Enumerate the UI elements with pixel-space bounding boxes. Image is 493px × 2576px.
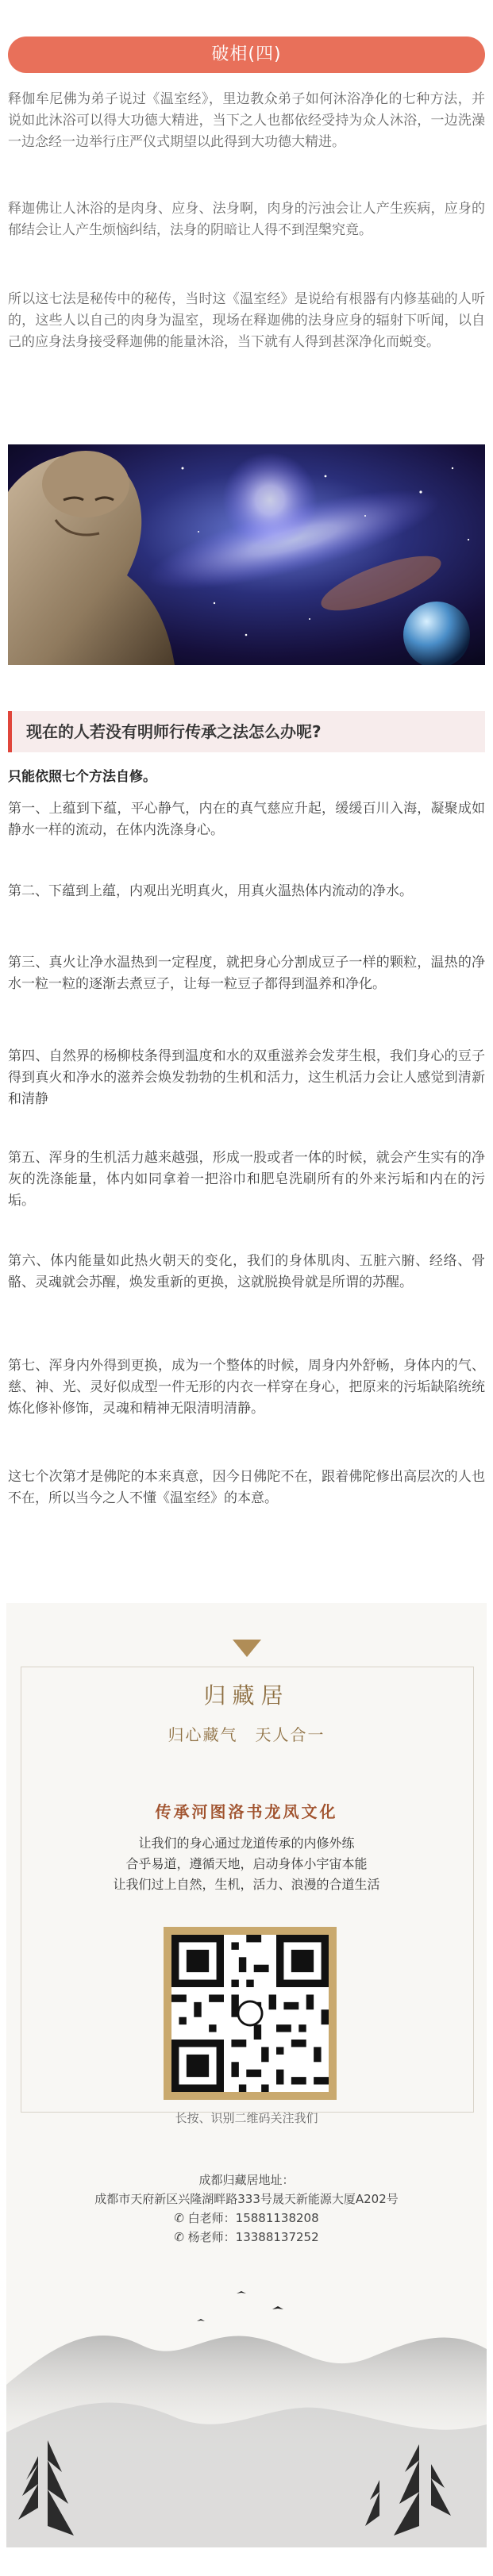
contact-phone-1[interactable]: ✆ 白老师：15881138208: [174, 2211, 319, 2225]
step-1: 第一、上蕴到下蕴，平心静气，内在的真气慈应升起，缓缓百川入海，凝聚成如静水一样的流动，在体内洗涤身心。: [8, 801, 485, 838]
closing-paragraph: 这七个次第才是佛陀的本来真意，因今日佛陀不在，跟着佛陀修出高层次的人也不在，所以当今之人不懂《温室经》的本意。: [8, 1469, 485, 1506]
step-7: 第七、浑身内外得到更换，成为一个整体的时候，周身内外舒畅，身体内的气、慈、神、光、灵好似成型一件无形的内衣一样穿在身心，把原来的污垢缺陷统统炼化修补修饰，灵魂和精神无限清明清静。: [8, 1358, 485, 1417]
step-2: 第二、下蕴到上蕴，内观出光明真火，用真火温热体内流动的净水。: [8, 883, 413, 899]
contact-info: [6, 2170, 487, 2247]
intro-paragraph-2: 释迦佛让人沐浴的是肉身、应身、法身啊，肉身的污浊会让人产生疾病，应身的郁结会让人产生烦恼纠结，法身的阴暗让人得不到涅槃究竟。: [8, 201, 485, 238]
brand-name: 归藏居: [203, 1682, 290, 1709]
promo-card: [6, 1603, 487, 2547]
qr-code[interactable]: [171, 1935, 329, 2092]
culture-title: 传承河图洛书龙凤文化: [155, 1802, 338, 1821]
page-title: 破相(四): [211, 44, 282, 64]
contact-phone-2[interactable]: ✆ 杨老师：13388137252: [174, 2230, 319, 2244]
qr-caption: 长按、识别二维码关注我们: [175, 2111, 318, 2125]
promo-line-3: 让我们过上自然，生机，活力、浪漫的合道生活: [113, 1877, 380, 1892]
brand-slogan: 归心藏气 天人合一: [168, 1725, 325, 1744]
promo-lines: [6, 1833, 487, 1895]
section-heading: 现在的人若没有明师行传承之法怎么办呢?: [26, 722, 322, 741]
page-title-banner: [8, 37, 485, 73]
section-lead: 只能依照七个方法自修。: [8, 769, 156, 785]
intro-paragraph-1: 释伽牟尼佛为弟子说过《温室经》，里边教众弟子如何沐浴净化的七种方法，并说如此沐浴可以得大功德大精进，当下之人也都依经受持为众人沐浴，一边洗澡一边念经一边举行庄严仪式期望以此得到大功德大精进。: [8, 91, 485, 150]
intro-paragraph-3: 所以这七法是秘传中的秘传，当时这《温室经》是说给有根器有内修基础的人听的，这些人以自己的肉身为温室，现场在释迦佛的法身应身的辐射下听闻，以自己的应身法身接受释迦佛的能量沐浴，当下就有人得到甚深净化而蜕变。: [8, 291, 485, 350]
step-6: 第六、体内能量如此热火朝天的变化，我们的身体肌肉、五脏六腑、经络、骨骼、灵魂就会苏醒，焕发重新的更换，这就脱换骨就是所谓的苏醒。: [8, 1253, 485, 1290]
address-text: 成都市天府新区兴隆湖畔路333号晟天新能源大厦A202号: [94, 2192, 399, 2206]
ink-landscape-illustration: [6, 2274, 487, 2547]
triangle-icon: [233, 1640, 261, 1657]
buddha-cosmos-image: [8, 444, 485, 665]
promo-line-1: 让我们的身心通过龙道传承的内修外练: [138, 1836, 355, 1851]
qr-code-frame[interactable]: [164, 1927, 337, 2100]
step-3: 第三、真火让净水温热到一定程度，就把身心分割成豆子一样的颗粒，温热的净水一粒一粒的逐渐去煮豆子，让每一粒豆子都得到温养和净化。: [8, 955, 485, 992]
step-4: 第四、自然界的杨柳枝条得到温度和水的双重滋养会发芽生根，我们身心的豆子得到真火和净水的滋养会焕发勃勃的生机和活力，这生机活力会让人感觉到清新和清静: [8, 1048, 485, 1107]
step-5: 第五、浑身的生机活力越来越强，形成一股或者一体的时候，就会产生实有的净灰的洗涤能量，体内如同拿着一把浴巾和肥皂洗刷所有的外来污垢和内在的污垢。: [8, 1150, 485, 1209]
address-label: 成都归藏居地址：: [198, 2173, 295, 2187]
section-heading-bar: [8, 711, 485, 752]
promo-line-2: 合乎易道，遵循天地，启动身体小宇宙本能: [125, 1856, 368, 1871]
